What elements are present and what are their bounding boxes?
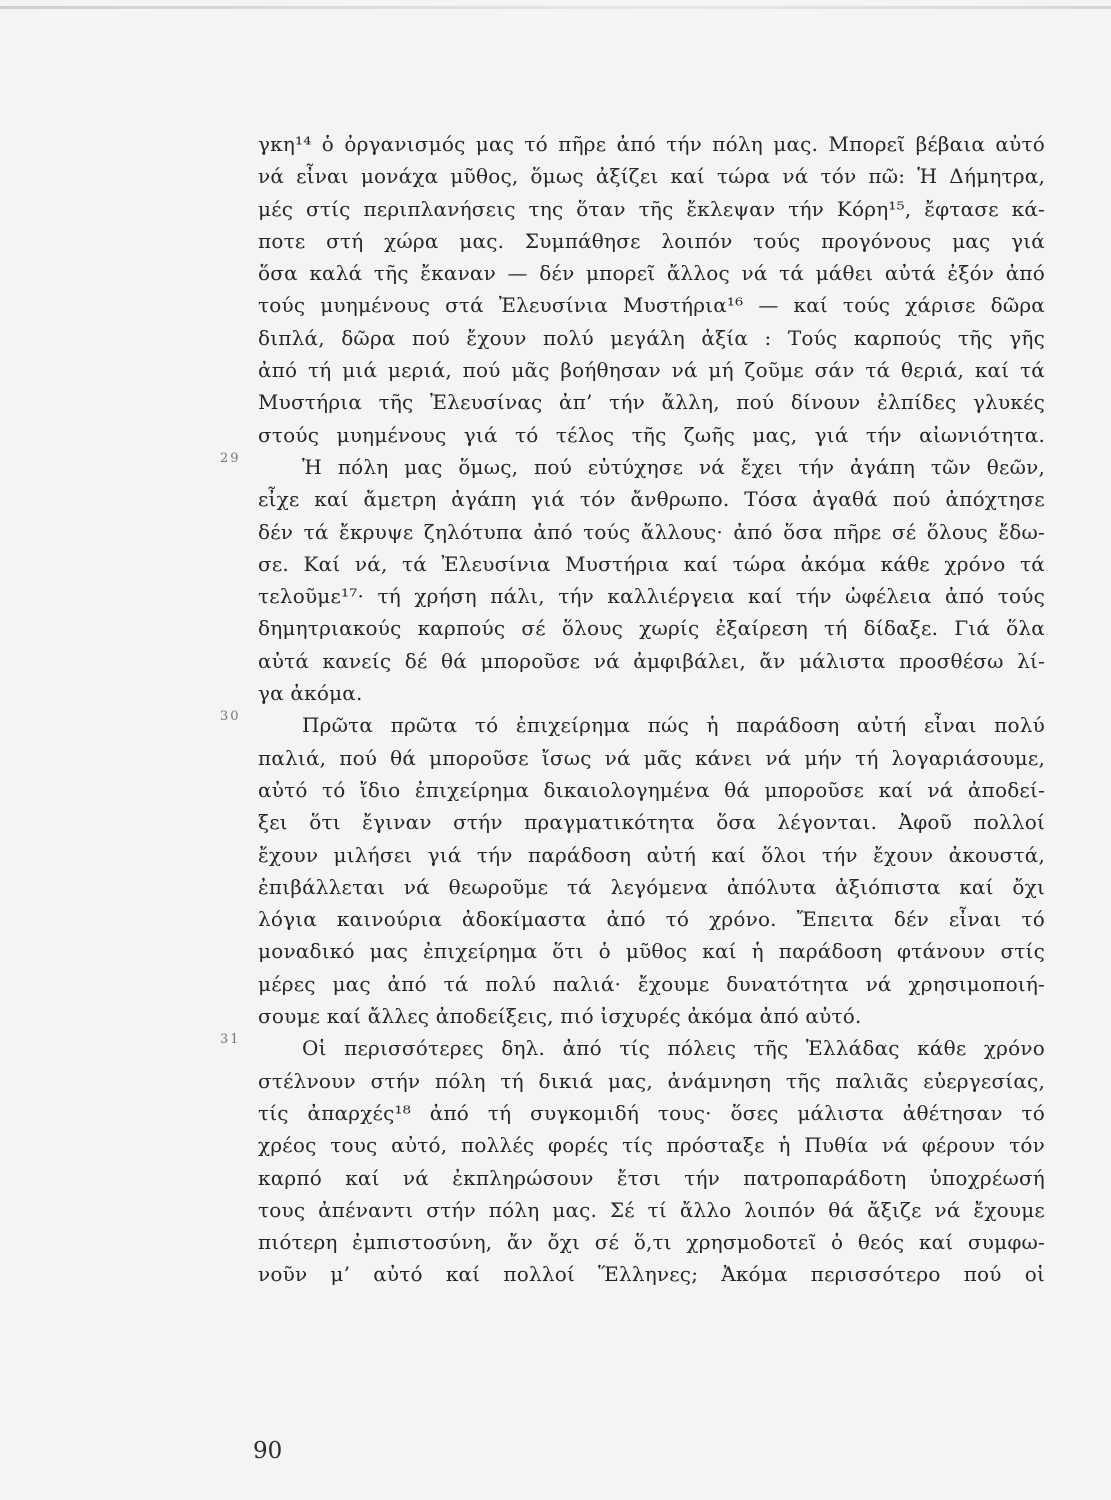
text-line: γα ἀκόμα. bbox=[258, 681, 363, 706]
text-line: δημητριακούς καρπούς σέ ὅλους χωρίς ἐξαίρεση τή δίδαξε. Γιά ὅλα bbox=[258, 616, 1045, 641]
page-body-text bbox=[220, 128, 1045, 1291]
text-line: πιότερη ἐμπιστοσύνη, ἄν ὄχι σέ ὅ,τι χρησμοδοτεῖ ὁ θεός καί συμφω- bbox=[258, 1230, 1045, 1255]
text-line: Μυστήρια τῆς Ἐλευσίνας ἀπ’ τήν ἄλλη, πού δίνουν ἐλπίδες γλυκές bbox=[258, 390, 1045, 415]
text-line: ποτε στή χώρα μας. Συμπάθησε λοιπόν τούς προγόνους μας γιά bbox=[258, 228, 1045, 253]
text-line: τους ἀπέναντι στήν πόλη μας. Σέ τί ἄλλο λοιπόν θά ἄξιζε νά ἔχουμε bbox=[258, 1197, 1045, 1222]
text-line: αὐτά κανείς δέ θά μποροῦσε νά ἀμφιβάλει, ἄν μάλιστα προσθέσω λί- bbox=[258, 648, 1045, 673]
text-line: Ἡ πόλη μας ὅμως, πού εὐτύχησε νά ἔχει τήν ἀγάπη τῶν θεῶν, bbox=[302, 454, 1045, 479]
text-line: αὐτό τό ἴδιο ἐπιχείρημα δικαιολογημένα θά μποροῦσε καί νά ἀποδεί- bbox=[258, 777, 1045, 802]
text-line: τούς μυημένους στά Ἐλευσίνια Μυστήρια¹⁶ — καί τούς χάρισε δῶρα bbox=[258, 293, 1045, 318]
text-line: διπλά, δῶρα πού ἔχουν πολύ μεγάλη ἀξία : Τούς καρπούς τῆς γῆς bbox=[258, 325, 1045, 350]
text-line: Πρῶτα πρῶτα τό ἐπιχείρημα πώς ἡ παράδοση αὐτή εἶναι πολύ bbox=[302, 713, 1045, 738]
text-line: γκη¹⁴ ὁ ὀργανισμός μας τό πῆρε ἀπό τήν πόλη μας. Μπορεῖ βέβαια αὐτό bbox=[258, 132, 1045, 156]
text-line: μές στίς περιπλανήσεις της ὅταν τῆς ἔκλεψαν τήν Κόρη¹⁵, ἔφτασε κά- bbox=[258, 196, 1045, 221]
text-line: λόγια καινούρια ἀδοκίμαστα ἀπό τό χρόνο. Ἔπειτα δέν εἶναι τό bbox=[258, 907, 1045, 932]
text-line: ὅσα καλά τῆς ἔκαναν — δέν μπορεῖ ἄλλος νά τά μάθει αὐτά ἐξόν ἀπό bbox=[258, 261, 1045, 286]
text-line: νοῦν μ’ αὐτό καί πολλοί Ἕλληνες; Ἀκόμα περισσότερο πού οἱ bbox=[258, 1262, 1045, 1287]
text-line: ἐπιβάλλεται νά θεωροῦμε τά λεγόμενα ἀπόλυτα ἀξιόπιστα καί ὄχι bbox=[258, 874, 1045, 899]
page-number: 90 bbox=[253, 1438, 283, 1464]
paragraph-section-number: 29 bbox=[220, 450, 241, 466]
text-line: στέλνουν στήν πόλη τή δικιά μας, ἀνάμνηση τῆς παλιᾶς εὐεργεσίας, bbox=[258, 1068, 1045, 1093]
text-line: σε. Καί νά, τά Ἐλευσίνια Μυστήρια καί τώρα ἀκόμα κάθε χρόνο τά bbox=[258, 551, 1045, 576]
text-line: ξει ὅτι ἔγιναν στήν πραγματικότητα ὅσα λέγονται. Ἀφοῦ πολλοί bbox=[258, 810, 1045, 835]
paragraph-section-number: 30 bbox=[220, 709, 241, 725]
text-line: εἶχε καί ἄμετρη ἀγάπη γιά τόν ἄνθρωπο. Τόσα ἀγαθά πού ἀπόχτησε bbox=[258, 487, 1045, 512]
text-line: τελοῦμε¹⁷· τή χρήση πάλι, τήν καλλιέργεια καί τήν ὠφέλεια ἀπό τούς bbox=[258, 584, 1045, 609]
text-line: καρπό καί νά ἐκπληρώσουν ἔτσι τήν πατροπαράδοτη ὑποχρέωσή bbox=[258, 1165, 1045, 1190]
text-line: νά εἶναι μονάχα μῦθος, ὅμως ἀξίζει καί τώρα νά τόν πῶ: Ἡ Δήμητρα, bbox=[258, 164, 1045, 189]
text-line: παλιά, πού θά μποροῦσε ἴσως νά μᾶς κάνει νά μήν τή λογαριάσουμε, bbox=[258, 745, 1045, 770]
text-line: χρέος τους αὐτό, πολλές φορές τίς πρόσταξε ἡ Πυθία νά φέρουν τόν bbox=[258, 1133, 1045, 1158]
scan-top-edge bbox=[0, 6, 1111, 9]
paragraph-section-number: 31 bbox=[220, 1032, 241, 1048]
text-line: μοναδικό μας ἐπιχείρημα ὅτι ὁ μῦθος καί ἡ παράδοση φτάνουν στίς bbox=[258, 939, 1045, 964]
text-line: ἀπό τή μιά μεριά, πού μᾶς βοήθησαν νά μή ζοῦμε σάν τά θεριά, καί τά bbox=[258, 358, 1045, 383]
text-line: σουμε καί ἄλλες ἀποδείξεις, πιό ἰσχυρές ἀκόμα ἀπό αὐτό. bbox=[258, 1004, 862, 1029]
text-line: τίς ἀπαρχές¹⁸ ἀπό τή συγκομιδή τους· ὅσες μάλιστα ἀθέτησαν τό bbox=[258, 1100, 1045, 1125]
text-line: στούς μυημένους γιά τό τέλος τῆς ζωῆς μας, γιά τήν αἰωνιότητα. bbox=[258, 422, 1045, 447]
text-line: ἔχουν μιλήσει γιά τήν παράδοση αὐτή καί ὅλοι τήν ἔχουν ἀκουστά, bbox=[258, 842, 1045, 867]
text-line: Οἱ περισσότερες δηλ. ἀπό τίς πόλεις τῆς Ἑλλάδας κάθε χρόνο bbox=[302, 1036, 1045, 1061]
text-line: δέν τά ἔκρυψε ζηλότυπα ἀπό τούς ἄλλους· ἀπό ὅσα πῆρε σέ ὅλους ἔδω- bbox=[258, 519, 1045, 544]
text-line: μέρες μας ἀπό τά πολύ παλιά· ἔχουμε δυνατότητα νά χρησιμοποιή- bbox=[258, 971, 1045, 996]
